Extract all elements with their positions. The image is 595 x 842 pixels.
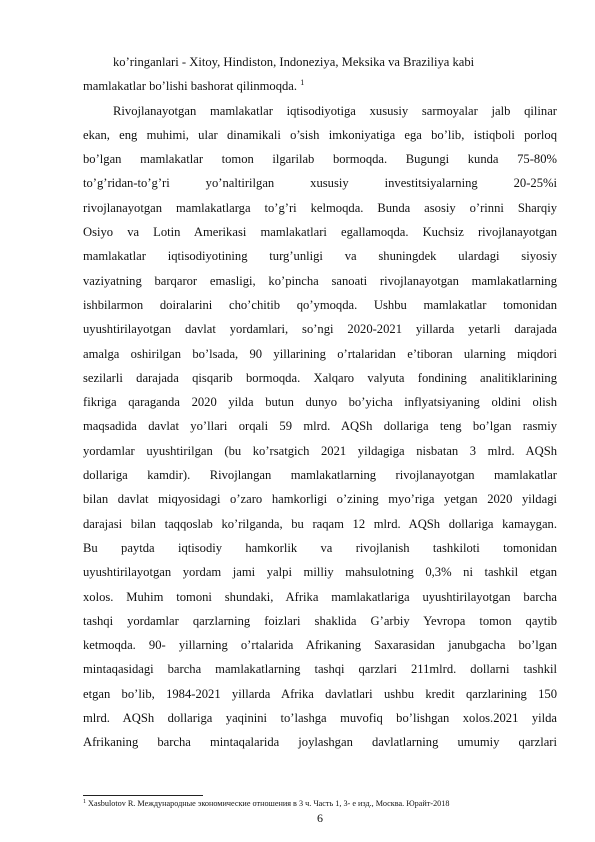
text-line: maqsadida davlat yo’llari orqali 59 mlrd. AQSh dollariga teng bo’lgan rasmiy: [83, 419, 557, 434]
text-line: ekan, eng muhimi, ular dinamikali o’sish imkoniyatiga ega bo’lib, istiqboli porloq: [83, 127, 557, 142]
page-number: 6: [317, 811, 323, 825]
text-line: mintaqasidagi barcha mamlakatlarning tashqi qarzlari 211mlrd. dollarni tashkil: [83, 662, 557, 677]
text-line: etgan bo’lib, 1984-2021 yillarda Afrika davlatlari ushbu kredit qarzlarining 150: [83, 686, 557, 701]
document-body: [83, 50, 557, 755]
text-line: uyushtirilayotgan davlat yordamlari, so’ngi 2020-2021 yillarda yetarli darajada: [83, 322, 557, 337]
text-line: tashqi yordamlar qarzlarning foizlari shaklida G’arbiy Yevropa tomon qaytib: [83, 613, 557, 628]
footnote-reference: 1: [300, 78, 305, 88]
text-line: dollariga kamdir). Rivojlangan mamlakatlarning rivojlanayotgan mamlakatlar: [83, 468, 557, 483]
text-line: mamlakatlar iqtisodiyotining turg’unligi va shuningdek ulardagi siyosiy: [83, 249, 557, 264]
text-line: xolos. Muhim tomoni shundaki, Afrika mamlakatlariga uyushtirilayotgan barcha: [83, 589, 557, 604]
footnote: [83, 799, 449, 809]
text-line: Afrikaning barcha mintaqalarida joylashgan davlatlarning umumiy qarzlari: [83, 735, 557, 750]
text-line-content: mamlakatlar bo’lishi bashorat qilinmoqda.: [83, 79, 298, 94]
text-line: uyushtirilayotgan yordam jami yalpi milliy mahsulotning 0,3% ni tashkil etgan: [83, 565, 557, 580]
footnote-marker: 1: [83, 799, 86, 805]
text-line: amalga oshirilgan bo’lsada, 90 yillarining o’rtalaridan e’tiboran ularning miqdori: [83, 346, 557, 361]
text-line: vaziyatning barqaror emasligi, ko’pincha sanoati rivojlanayotgan mamlakatlarning: [83, 273, 557, 288]
text-line: Bu paytda iqtisodiy hamkorlik va rivojlanish tashkiloti tomonidan: [83, 540, 557, 555]
text-line: fikriga qaraganda 2020 yilda butun dunyo bo’yicha inflyatsiyaning oldini olish: [83, 395, 557, 410]
text-line: sezilarli darajada qisqarib bormoqda. Xalqaro valyuta fondining analitiklarining: [83, 370, 557, 385]
text-line: to’g’ridan-to’g’ri yo’naltirilgan xususiy investitsiyalarning 20-25%i: [83, 176, 557, 191]
text-line: yordamlar uyushtirilgan (bu ko’rsatgich 2021 yildagiga nisbatan 3 mlrd. AQSh: [83, 443, 557, 458]
text-line: mlrd. AQSh dollariga yaqinini to’lashga muvofiq bo’lishgan xolos.2021 yilda: [83, 711, 557, 726]
footnote-divider: [83, 795, 203, 796]
text-line: bo’lgan mamlakatlar tomon ilgarilab bormoqda. Bugungi kunda 75-80%: [83, 152, 557, 167]
text-line: ketmoqda. 90- yillarning o’rtalarida Afrikaning Saxarasidan janubgacha bo’lgan: [83, 638, 557, 653]
text-line: [83, 74, 557, 98]
text-line: darajasi bilan taqqoslab ko’rilganda, bu raqam 12 mlrd. AQSh dollariga kamaygan.: [83, 516, 557, 531]
footnote-text: Xasbulotov R. Международные экономические отношения в 3 ч. Часть 1, 3- е изд., Москва. Юрайт-2018: [88, 799, 450, 808]
text-line: ko’ringanlari - Xitoy, Hindiston, Indoneziya, Meksika va Braziliya kabi: [113, 55, 475, 69]
text-line: Osiyo va Lotin Amerikasi mamlakatlari egallamoqda. Kuchsiz rivojlanayotgan: [83, 225, 557, 240]
text-line: ishbilarmon doiralarini cho’chitib qo’ymoqda. Ushbu mamlakatlar tomonidan: [83, 297, 557, 312]
text-line: bilan davlat miqyosidagi o’zaro hamkorligi o’zining myo’riga yetgan 2020 yildagi: [83, 492, 557, 507]
text-line: rivojlanayotgan mamlakatlarga to’g’ri kelmoqda. Bunda asosiy o’rinni Sharqiy: [83, 200, 557, 215]
paragraph-start-line: Rivojlanayotgan mamlakatlar iqtisodiyotiga xususiy sarmoyalar jalb qilinar: [113, 103, 557, 118]
